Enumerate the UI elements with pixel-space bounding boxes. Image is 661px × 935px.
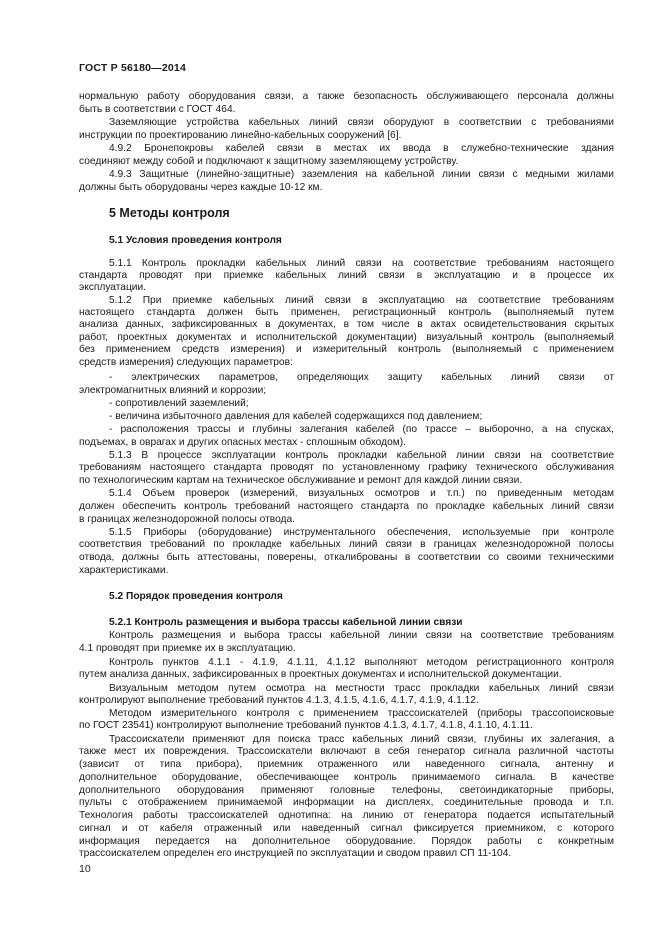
text-line: быть в соответствии с ГОСТ 464. <box>79 104 236 115</box>
subsection-heading: 5.1 Условия проведения контроля <box>109 235 282 246</box>
text-line: Технология работы трассоискателей однотипна: на линию от генератора подается испытательный <box>79 810 614 821</box>
text-line: 5.1.2 При приемке кабельных линий связи в эксплуатацию на соответствие требованиям <box>109 295 614 306</box>
text-line: эксплуатации. <box>79 282 147 293</box>
document-header: ГОСТ Р 56180—2014 <box>79 62 187 74</box>
text-line: 5.1.5 Приборы (оборудование) инструментального обеспечения, используемые при контроле <box>109 527 614 538</box>
text-line: Методом измерительного контроля с применением трассоискателей (приборы трассопоисковые <box>109 708 614 719</box>
text-line: без применением средств измерения) и измерительный контроль (выполняемый с применением <box>79 344 614 355</box>
text-line: характеристиками. <box>79 565 169 576</box>
text-line: 4.9.3 Защитные (линейно-защитные) заземления на кабельной линии связи с медными жилами <box>109 169 614 180</box>
text-line: в границах железнодорожной полосы отвода. <box>79 514 295 525</box>
text-line: электромагнитных влияний и коррозии; <box>79 385 267 396</box>
text-line: (зависит от типа прибора), приемник отраженного или наведенного сигнала, антенну и <box>79 759 614 770</box>
text-line: 5.1.1 Контроль прокладки кабельных линий связи на соответствие требованиям настоящего <box>109 258 614 269</box>
text-line: - величина избыточного давления для кабелей содержащихся под давлением; <box>109 411 483 422</box>
text-line: средств измерения) следующих параметров: <box>79 357 293 368</box>
section-heading: 5 Методы контроля <box>109 206 230 220</box>
text-line: соответствия требований по прокладке кабельных линий связи в границах железнодорожной полосы <box>79 539 614 550</box>
text-line: по технологическим картам на техническое обслуживание и ремонт для каждой линии связи. <box>79 475 523 486</box>
text-line: - сопротивлений заземлений; <box>109 398 249 409</box>
text-line: 4.9.2 Бронепокровы кабелей связи в местах их ввода в служебно-технические здания <box>109 143 614 154</box>
text-line: должен обеспечить контроль требований настоящего стандарта по прокладке кабельных линий связи <box>79 501 614 512</box>
text-line: инструкции по проектированию линейно-кабельных сооружений [6]. <box>79 130 402 141</box>
text-line: Трассоискатели применяют для поиска трасс кабельных линий связи, глубины их залегания, а <box>109 734 614 745</box>
text-line: информация передается на дополнительное оборудование. Порядок работы с конкретным <box>79 836 614 847</box>
text-line: Визуальным методом путем осмотра на местности трасс прокладки кабельных линий связи <box>109 683 614 694</box>
subsection-heading: 5.2 Порядок проведения контроля <box>109 591 283 602</box>
text-line: нормальную работу оборудования связи, а также безопасность обслуживающего персонала должны <box>79 91 614 102</box>
text-line: 5.1.4 Объем проверок (измерений, визуальных осмотров и т.п.) по приведенным методам <box>109 488 614 499</box>
text-line: должны быть оборудованы через каждые 10-12 км. <box>79 182 323 193</box>
text-line: - расположения трассы и глубины залегания кабелей (по трассе – выборочно, а на спусках, <box>109 424 614 435</box>
text-line: пульты с отображением принимаемой информации на дисплеях, соединительные провода и т.п. <box>79 797 614 808</box>
text-line: контролируют выполнение требований пунктов 4.1.3, 4.1.5, 4.1.6, 4.1.7, 4.1.9, 4.1.12. <box>79 695 479 706</box>
text-line: 5.1.3 В процессе эксплуатации контроль прокладки кабельной линии связи на соответствие <box>109 450 614 461</box>
page-number: 10 <box>79 863 91 875</box>
text-line: - электрических параметров, определяющих защиту кабельных линий связи от <box>109 372 614 383</box>
text-line: трассоискателем определен его инструкцией по эксплуатации и сводом правил СП 11-104. <box>79 848 512 859</box>
text-line: Контроль размещения и выбора трассы кабельной линии связи на соответствие требованиям <box>109 630 614 641</box>
text-line: подъемах, в оврагах и других опасных местах - сплошным обходом). <box>79 437 406 448</box>
text-line: по ГОСТ 23541) контролируют выполнение требований пунктов 4.1.3, 4.1.7, 4.1.8, 4.1.10, 4.1.11. <box>79 720 533 731</box>
text-line: дополнительного оборудования применяют головные телефоны, светоиндикаторные приборы, <box>79 785 614 796</box>
text-line: стандарта проводят при приемке кабельных линий связи в эксплуатацию и в процессе их <box>79 270 614 281</box>
text-line: Контроль пунктов 4.1.1 - 4.1.9, 4.1.11, 4.1.12 выполняют методом регистрационного контроля <box>109 657 614 668</box>
subsection-heading: 5.2.1 Контроль размещения и выбора трассы кабельной линии связи <box>109 617 463 628</box>
text-line: сигнал и от кабеля отраженный или наведенный сигнал фиксируется приемником, с которого <box>79 823 614 834</box>
text-line: отвода, должны быть аттестованы, поверены, откалиброваны в соответствии со своими техническими <box>79 552 614 563</box>
text-line: путем анализа данных, зафиксированных в проектных документах и исполнительской документации. <box>79 669 562 680</box>
text-line: анализа данных, зафиксированных в документах, в том числе в актах освидетельствования скрытых <box>79 319 614 330</box>
text-line: дополнительное оборудование, обеспечивающее контроль принимаемого сигнала. В качестве <box>79 772 614 783</box>
text-line: также мест их повреждения. Трассоискатели включают в себя генератор сигнала различной частоты <box>79 746 614 757</box>
text-line: 4.1 проводят при приемке их в эксплуатацию. <box>79 643 296 654</box>
text-line: соединяют между собой и подключают к защитному заземляющему устройству. <box>79 156 459 167</box>
text-line: настоящего стандарта должен быть применен, регистрационный контроль (выполняемый путем <box>79 307 614 318</box>
text-line: Заземляющие устройства кабельных линий связи оборудуют в соответствии с требованиями <box>109 117 614 128</box>
text-line: требованиям настоящего стандарта проводят по установленному графику технического обслуживания <box>79 462 614 473</box>
text-line: работ, проектных документах и исполнительской документации) визуальный контроль (выполняемый <box>79 332 614 343</box>
